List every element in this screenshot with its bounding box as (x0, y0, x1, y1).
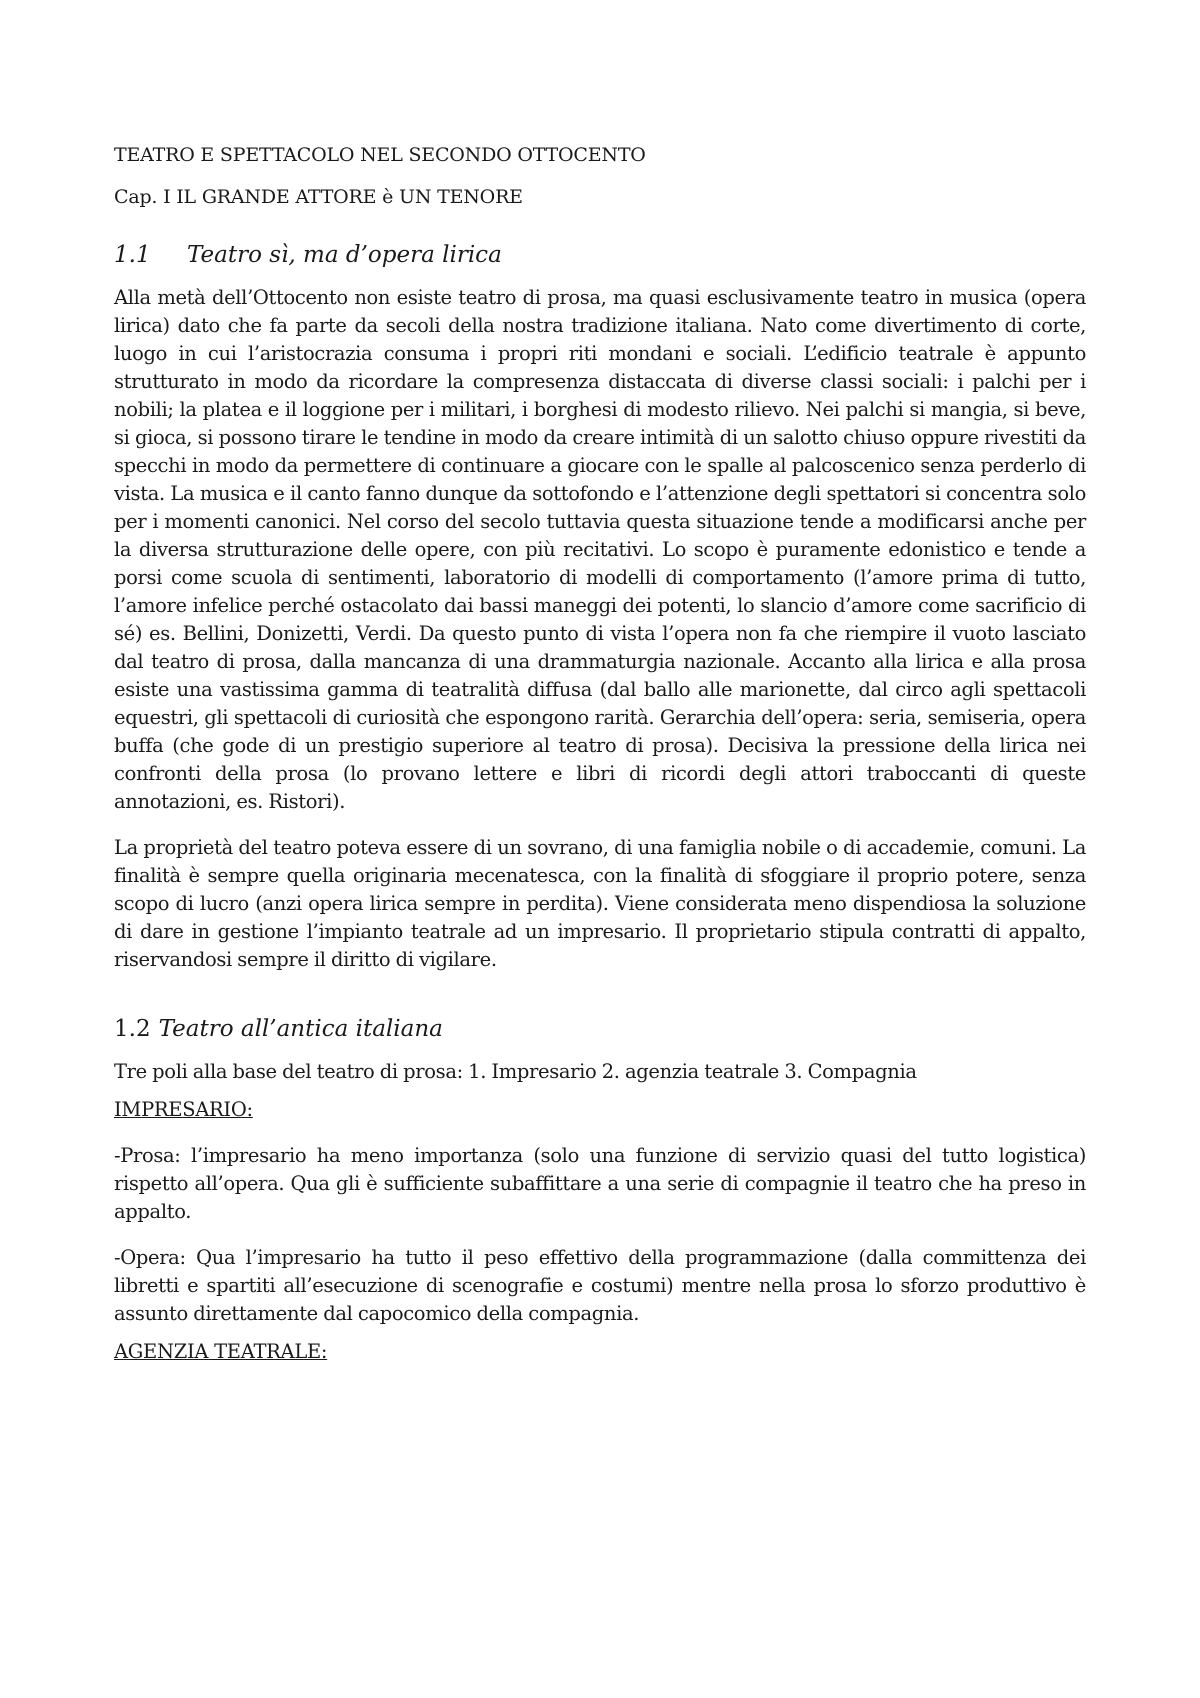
section-number: 1.1 (114, 242, 151, 268)
section-heading-1-2 (114, 1014, 1086, 1044)
document-page (114, 136, 1086, 1366)
paragraph: Alla metà dell’Ottocento non esiste teatro di prosa, ma quasi esclusivamente teatro in musica (opera lirica) dato che fa parte da secoli della nostra tradizione italiana. Nato come divertimento di corte, luogo in cui l’aristocrazia consuma i propri riti mondani e sociali. L’edificio teatrale è appunto strutturato in modo da ricordare la compresenza distaccata di diverse classi sociali: i palchi per i nobili; la platea e il loggione per i militari, i borghesi di modesto rilievo. Nei palchi si mangia, si beve, si gioca, si possono tirare le tendine in modo da creare intimità di un salotto chiuso oppure rivestiti da specchi in modo da permettere di continuare a giocare con le spalle al palcoscenico senza perderlo di vista. La musica e il canto fanno dunque da sottofondo e l’attenzione degli spettatori si concentra solo per i momenti canonici. Nel corso del secolo tuttavia questa situazione tende a modificarsi anche per la diversa strutturazione delle opere, con più recitativi. Lo scopo è puramente edonistico e tende a porsi come scuola di sentimenti, laboratorio di modelli di comportamento (l’amore prima di tutto, l’amore infelice perché ostacolato dai bassi maneggi dei potenti, lo slancio d’amore come sacrificio di sé) es. Bellini, Donizetti, Verdi. Da questo punto di vista l’opera non fa che riempire il vuoto lasciato dal teatro di prosa, dalla mancanza di una drammaturgia nazionale. Accanto alla lirica e alla prosa esiste una vastissima gamma di teatralità diffusa (dal ballo alle marionette, dal circo agli spettacoli equestri, gli spettacoli di curiosità che espongono rarità. Gerarchia dell’opera: seria, semiseria, opera buffa (che gode di un prestigio superiore al teatro di prosa). Decisiva la pressione della lirica nei confronti della prosa (lo provano lettere e libri di ricordi degli attori traboccanti di queste annotazioni, es. Ristori). (114, 286, 1086, 813)
section-heading-1-1 (114, 240, 1086, 270)
document-title: TEATRO E SPETTACOLO NEL SECONDO OTTOCENTO (114, 144, 646, 166)
paragraph: Tre poli alla base del teatro di prosa: 1. Impresario 2. agenzia teatrale 3. Compagnia (114, 1060, 917, 1083)
section-title: Teatro sì, ma d’opera lirica (187, 242, 502, 268)
paragraph: La proprietà del teatro poteva essere di un sovrano, di una famiglia nobile o di accademie, comuni. La finalità è sempre quella originaria mecenatesca, con la finalità di sfoggiare il proprio potere, senza scopo di lucro (anzi opera lirica sempre in perdita). Viene considerata meno dispendiosa la soluzione di dare in gestione l’impianto teatrale ad un impresario. Il proprietario stipula contratti di appalto, riservandosi sempre il diritto di vigilare. (114, 836, 1086, 971)
section-title: Teatro all’antica italiana (158, 1016, 443, 1042)
section-number: 1.2 (114, 1016, 151, 1042)
chapter-title: Cap. I IL GRANDE ATTORE è UN TENORE (114, 186, 523, 208)
subheading-agenzia-teatrale: AGENZIA TEATRALE: (114, 1340, 328, 1363)
paragraph: -Prosa: l’impresario ha meno importanza (solo una funzione di servizio quasi del tutto logistica) rispetto all’opera. Qua gli è sufficiente subaffittare a una serie di compagnie il teatro che ha preso in appalto. (114, 1144, 1086, 1223)
subheading-impresario: IMPRESARIO: (114, 1098, 253, 1121)
paragraph: -Opera: Qua l’impresario ha tutto il peso effettivo della programmazione (dalla committenza dei libretti e spartiti all’esecuzione di scenografie e costumi) mentre nella prosa lo sforzo produttivo è assunto direttamente dal capocomico della compagnia. (114, 1246, 1086, 1325)
